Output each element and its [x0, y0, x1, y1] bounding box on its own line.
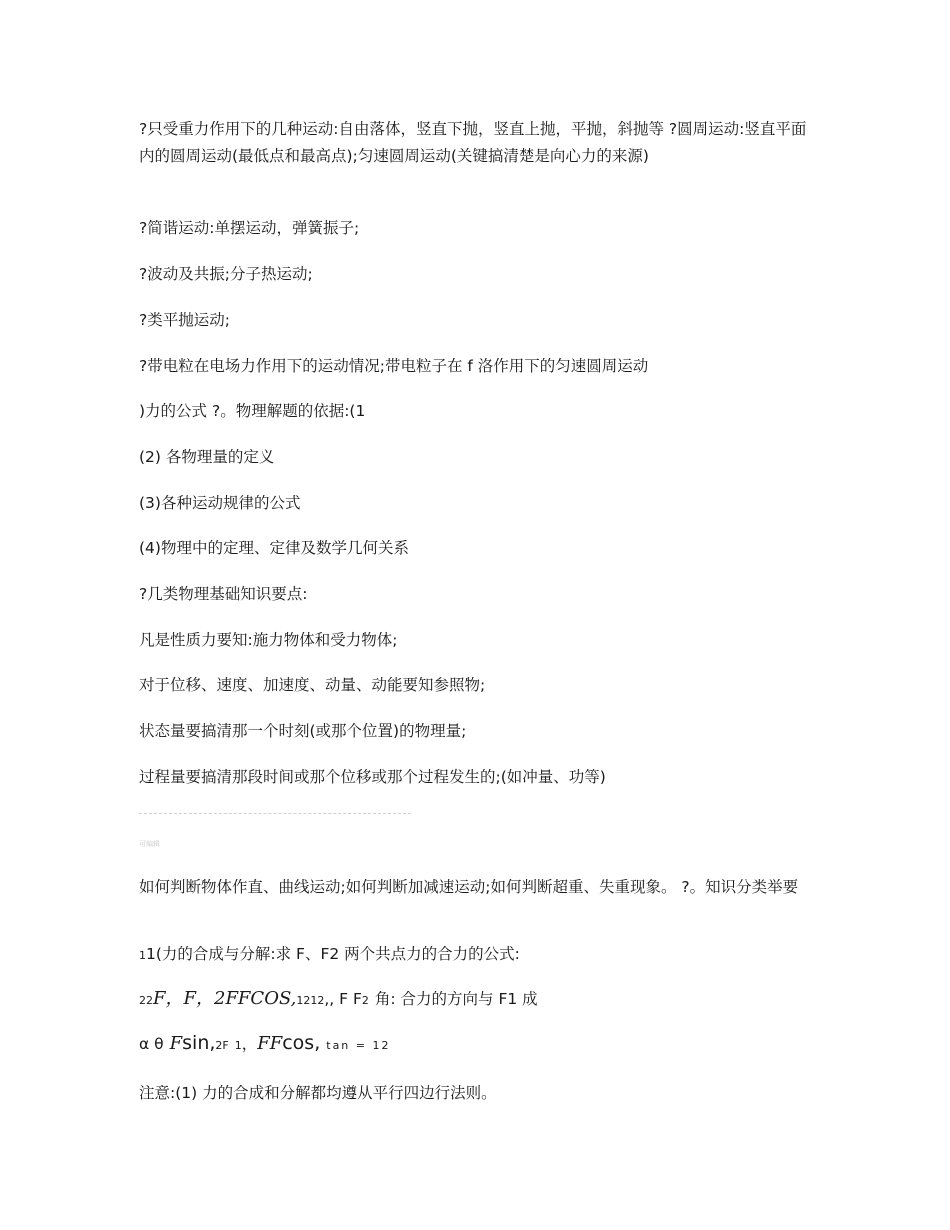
- formula-sub-1212: 1212: [296, 994, 325, 1007]
- formula-cos: cos,: [282, 1032, 321, 1054]
- paragraph-reference-frame: 对于位移、速度、加速度、动量、动能要知参照物;: [139, 676, 486, 694]
- formula-sub-22: 22: [139, 994, 153, 1007]
- paragraph-basis: )力的公式 ?。物理解题的依据:(1: [139, 402, 366, 420]
- divider: [139, 813, 411, 814]
- paragraph-simple-harmonic: ?简谐运动:单摆运动，弹簧振子;: [139, 219, 360, 237]
- paragraph-note: 注意:(1) 力的合成和分解都均遵从平行四边行法则。: [139, 1084, 497, 1102]
- line-number: 1: [139, 949, 146, 962]
- composition-text: 1(力的合成与分解:求 F、F2 两个共点力的合力的公式:: [146, 945, 520, 963]
- paragraph-key-points: ?几类物理基础知识要点:: [139, 585, 308, 603]
- formula-angle-text: 角: 合力的方向与 F1 成: [374, 990, 538, 1008]
- paragraph-formulas: (3)各种运动规律的公式: [139, 494, 301, 512]
- formula-ff2: FF: [257, 1033, 283, 1054]
- formula-f-terms: F，F，2: [153, 988, 226, 1009]
- paragraph-definitions: (2) 各物理量的定义: [139, 448, 275, 466]
- formula-alpha-theta: α θ: [139, 1035, 164, 1053]
- formula-sub-1: 1: [234, 1039, 242, 1052]
- paragraph-projectile: ?类平抛运动;: [139, 311, 230, 329]
- paragraph-motion-types: ?只受重力作用下的几种运动:自由落体，竖直下抛，竖直上抛，平抛，斜抛等 ?圆周运动:竖直平面内的圆周运动(最低点和最高点);匀速圆周运动(关键搞清楚是向心力的来源): [139, 120, 807, 165]
- formula-ff: ,, F F: [324, 990, 362, 1008]
- formula-sub-2: 2: [361, 994, 369, 1007]
- formula-sin: sin,: [182, 1032, 216, 1054]
- paragraph-waves: ?波动及共振;分子热运动;: [139, 265, 313, 283]
- formula-resultant: [139, 985, 809, 1014]
- paragraph-force-composition: [139, 941, 809, 969]
- formula-ffcos: FFCOS,: [225, 988, 297, 1009]
- paragraph-force-nature: 凡是性质力要知:施力物体和受力物体;: [139, 631, 398, 649]
- paragraph-judgement: 如何判断物体作直、曲线运动;如何判断加减速运动;如何判断超重、失重现象。 ?。知识分类举要: [139, 878, 799, 896]
- formula-tan: [139, 1030, 809, 1059]
- formula-2f: 2F: [215, 1039, 229, 1052]
- formula-f: F: [169, 1033, 183, 1054]
- paragraph-process-quantity: 过程量要搞清那段时间或那个位移或那个过程发生的;(如冲量、功等): [139, 768, 606, 786]
- paragraph-theorems: (4)物理中的定理、定律及数学几何关系: [139, 539, 409, 557]
- formula-tan-text: tan = 12: [326, 1039, 391, 1052]
- formula-comma: ，: [241, 1035, 258, 1053]
- watermark: 可编辑: [139, 840, 160, 848]
- paragraph-charged-particle: ?带电粒在电场力作用下的运动情况;带电粒子在 f 洛作用下的匀速圆周运动: [139, 357, 649, 375]
- paragraph-state-quantity: 状态量要搞清那一个时刻(或那个位置)的物理量;: [139, 722, 467, 740]
